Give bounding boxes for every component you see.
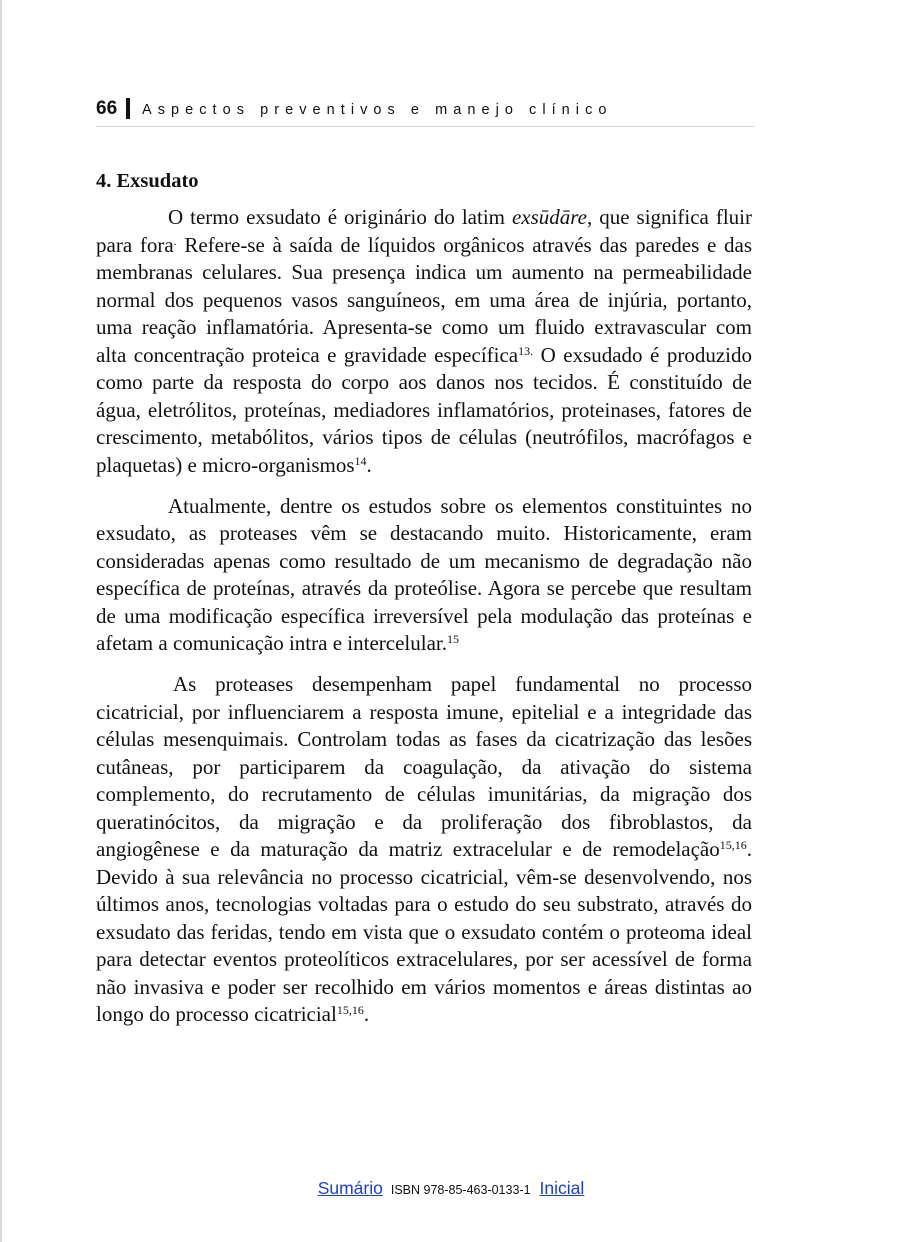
stray-dot: . <box>173 233 177 248</box>
paragraph-1 <box>96 204 752 479</box>
summary-link[interactable]: Sumário <box>317 1178 383 1198</box>
paragraph-2 <box>96 493 752 658</box>
citation-ref: 15,16 <box>336 1003 364 1017</box>
citation-number: 13 <box>518 343 531 358</box>
latin-term: exsūdāre <box>511 205 587 229</box>
paragraph-text: . Devido à sua relevância no processo cicatricial, vêm-se desenvolvendo, nos últimos anos, tecnologias voltadas para o estudo do seu substrato, através do exsudato das feridas, tendo em vista que o exsudato contém o proteoma ideal para detectar eventos proteolíticos extracelulares, por ser acessível de forma não invasiva e poder ser recolhido em vários momentos e áreas distintas ao longo do processo cicatricial <box>96 837 752 1026</box>
citation-ref: 14 <box>354 453 367 468</box>
running-title: Aspectos preventivos e manejo clínico <box>142 102 613 118</box>
citation-ref: 15 <box>446 632 459 646</box>
paragraph-text: Refere-se à saída de líquidos orgânicos através das paredes e das membranas celulares. Sua presença indica um aumento na permeabilidade normal dos pequenos vasos sanguíneos, em uma área de injúria, portanto, uma reação inflamatória. Apresenta-se como um fluido extravascular com alta concentração proteica e gravidade específica <box>96 232 752 367</box>
section-heading: 4. Exsudato <box>96 170 199 192</box>
paragraph-text: . <box>363 1002 370 1026</box>
header-separator <box>126 98 130 119</box>
paragraph-text: O termo exsudato é originário do latim <box>168 205 512 229</box>
citation-ref: 15,16 <box>719 838 747 852</box>
body-text <box>96 204 752 1042</box>
page-header <box>96 96 754 127</box>
page-edge <box>0 0 2 1242</box>
paragraph-text: As proteases desempenham papel fundamental no processo cicatricial, por influenciarem a resposta imune, epitelial e a integridade das células mesenquimais. Controlam todas as fases da cicatrização das lesões cutâneas, por participarem da coagulação, da ativação do sistema complemento, do recrutamento de células imunitárias, da migração dos queratinócitos, da migração e da proliferação dos fibroblastos, da angiogênese e da maturação da matriz extracelular e de remodelação <box>96 672 752 861</box>
paragraph-3 <box>96 671 752 1029</box>
paragraph-text: O exsudado é produzido como parte da resposta do corpo aos danos nos tecidos. É constituído de água, eletrólitos, proteínas, mediadores inflamatórios, proteinases, fatores de crescimento, metabólitos, vários tipos de células (neutrófilos, macrófagos e plaquetas) e micro-organismos <box>96 342 752 477</box>
isbn-text: ISBN 978-85-463-0133-1 <box>390 1183 531 1197</box>
citation-ref: 13. <box>518 343 534 358</box>
page-footer <box>0 1178 902 1199</box>
paragraph-text: . <box>366 452 372 477</box>
paragraph-text: Atualmente, dentre os estudos sobre os elementos constituintes no exsudato, as proteases vêm se destacando muito. Historicamente, eram consideradas apenas como resultado de um mecanismo de degradação não específica de proteínas, através da proteólise. Agora se percebe que resultam de uma modificação específica irreversível pela modulação das proteínas e afetam a comunicação intra e intercelular. <box>96 493 752 655</box>
home-link[interactable]: Inicial <box>539 1178 585 1198</box>
page-number: 66 <box>96 98 118 119</box>
paragraph-text: , que significa fluir para fora <box>96 205 752 257</box>
